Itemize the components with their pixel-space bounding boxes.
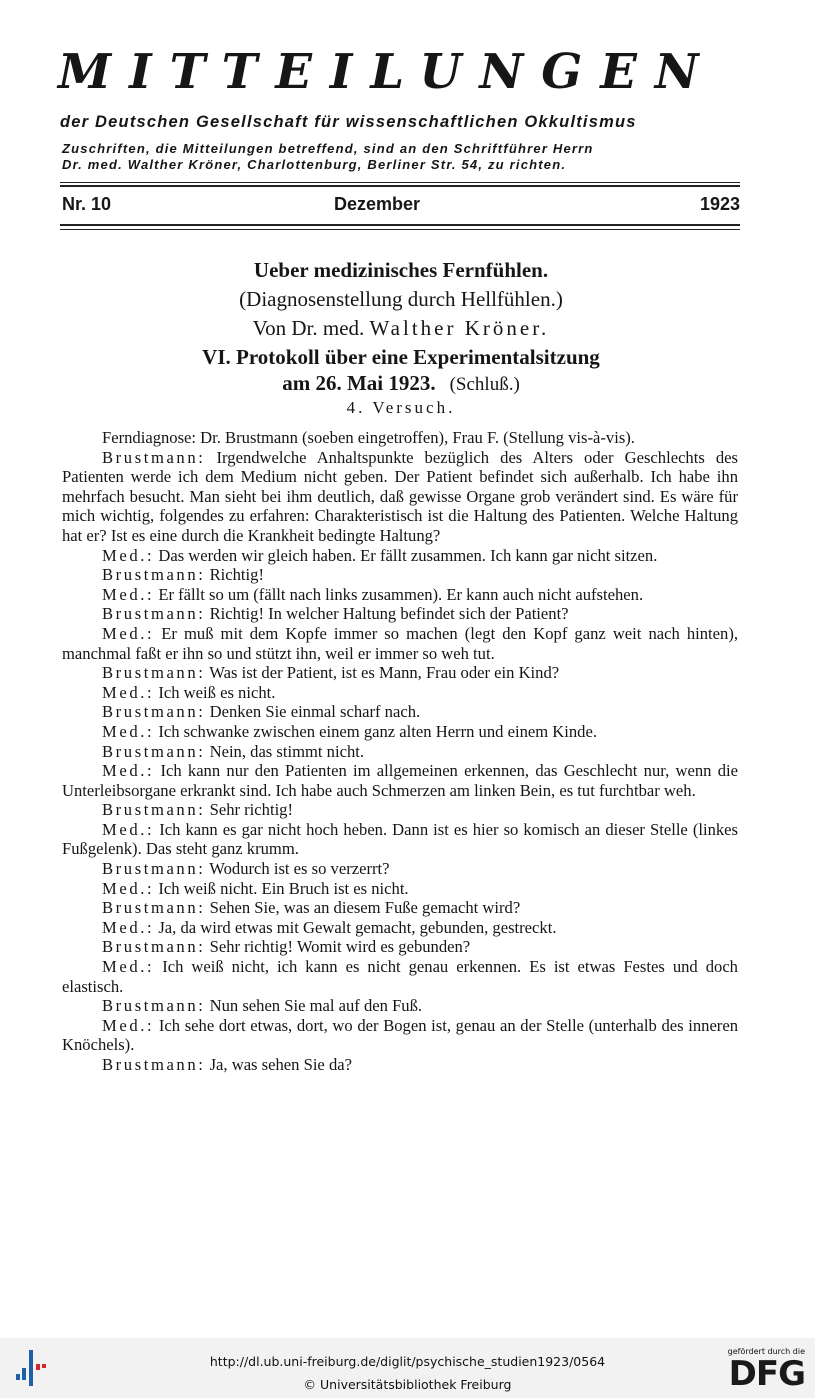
speaker-label: Brustmann:: [102, 565, 206, 585]
paragraph-text: Ich weiß nicht, ich kann es nicht genau erkennen. Es ist etwas Festes und doch elastisch.: [62, 957, 738, 996]
paragraph-text: Irgendwelche Anhaltspunkte bezüglich des Alters oder Geschlechts des Patienten werde ich dem Medium nicht geben. Der Patient befindet sich außerhalb. Ich habe ihn mehrfach besucht. Man sieht bei ihm deutlich, daß gewisse Organe grob verändert sind. Es wäre für mich wichtig, folgendes zu erfahren: Charakteristisch ist die Haltung des Patienten. Welche Haltung hat er? Ist es eine durch die Krankheit bedingte Haltung?: [62, 447, 739, 545]
issue-year: 1923: [699, 194, 740, 214]
author-name: Walther Kröner.: [369, 316, 550, 340]
paragraph-text: Ich sehe dort etwas, dort, wo der Bogen ist, genau an der Stelle (unterhalb des inneren Knöchels).: [62, 1015, 738, 1055]
article-title: Ueber medizinisches Fernfühlen.: [253, 258, 549, 282]
protocol-paragraph: [62, 742, 738, 762]
speaker-label: Med.:: [102, 1015, 155, 1035]
paragraph-text: Nun sehen Sie mal auf den Fuß.: [209, 996, 423, 1016]
paragraph-text: Sehen Sie, was an diesem Fuße gemacht wird?: [209, 898, 521, 918]
section-note: (Schluß.): [449, 374, 520, 395]
protocol-paragraph: [62, 996, 738, 1016]
header-rule-top-2: [60, 185, 740, 187]
article-author: [62, 316, 740, 341]
protocol-paragraph: [62, 604, 738, 624]
speaker-label: Brustmann:: [102, 859, 206, 879]
paragraph-text: Das werden wir gleich haben. Er fällt zusammen. Ich kann gar nicht sitzen.: [158, 545, 658, 565]
speaker-label: Med.:: [102, 957, 155, 977]
header-rule-bottom-2: [60, 229, 740, 230]
paragraph-text: Ferndiagnose: Dr. Brustmann (soeben eingetroffen), Frau F. (Stellung vis-à-vis).: [102, 428, 635, 447]
protocol-paragraph: [62, 683, 738, 703]
speaker-label: Brustmann:: [102, 447, 206, 467]
protocol-paragraph: [62, 937, 738, 957]
paragraph-text: Er fällt so um (fällt nach links zusammen). Er kann auch nicht aufstehen.: [158, 584, 644, 604]
speaker-label: Brustmann:: [102, 604, 206, 624]
masthead-title: MITTEILUNGEN: [58, 44, 717, 100]
protocol-paragraph: [62, 565, 738, 585]
paragraph-text: Denken Sie einmal scharf nach.: [209, 702, 421, 722]
protocol-body: [62, 428, 738, 1075]
protocol-paragraph: [62, 898, 738, 918]
protocol-paragraph: [62, 702, 738, 722]
paragraph-text: Richtig!: [209, 565, 264, 585]
footer-copyright: © Universitätsbibliothek Freiburg: [303, 1377, 512, 1392]
protocol-paragraph: [62, 761, 738, 800]
paragraph-text: Ich schwanke zwischen einem ganz alten Herrn und einem Kinde.: [158, 721, 597, 741]
speaker-label: Brustmann:: [102, 800, 206, 820]
speaker-label: Med.:: [102, 545, 155, 565]
protocol-paragraph: [62, 1016, 738, 1055]
issue-number: Nr. 10: [62, 194, 112, 214]
protocol-paragraph: [62, 800, 738, 820]
paragraph-text: Er muß mit dem Kopfe immer so machen (legt den Kopf ganz weit nach hinten), manchmal faßt er ihn so und stützt ihn, weil er immer so weh tut.: [62, 623, 738, 663]
paragraph-text: Ich weiß es nicht.: [158, 682, 276, 702]
protocol-paragraph: [62, 1055, 738, 1075]
speaker-label: Brustmann:: [102, 1055, 206, 1074]
speaker-label: Brustmann:: [102, 937, 206, 957]
paragraph-text: Nein, das stimmt nicht.: [209, 741, 364, 761]
speaker-label: Med.:: [102, 878, 155, 898]
paragraph-text: Was ist der Patient, ist es Mann, Frau oder ein Kind?: [209, 663, 560, 683]
author-prefix: Von Dr. med.: [252, 316, 365, 340]
protocol-paragraph: [62, 918, 738, 938]
issue-line: [62, 194, 740, 218]
speaker-label: Med.:: [102, 584, 155, 604]
article-subtitle: (Diagnosenstellung durch Hellfühlen.): [239, 287, 563, 311]
protocol-paragraph: [62, 722, 738, 742]
footer-url-link[interactable]: http://dl.ub.uni-freiburg.de/diglit/psychische_studien1923/0564: [209, 1354, 606, 1369]
paragraph-text: Richtig! In welcher Haltung befindet sich der Patient?: [209, 604, 569, 624]
dfg-logo: DFG: [728, 1354, 805, 1394]
address-line-1: Zuschriften, die Mitteilungen betreffend, sind an den Schriftführer Herrn: [62, 141, 594, 156]
paragraph-text: Ja, was sehen Sie da?: [209, 1055, 352, 1074]
protocol-paragraph: [62, 448, 738, 546]
section-title: VI. Protokoll über eine Experimentalsitzung: [202, 345, 600, 369]
protocol-paragraph: [62, 624, 738, 663]
masthead-subtitle: der Deutschen Gesellschaft für wissenschaftlichen Okkultismus: [60, 113, 637, 131]
paragraph-text: Sehr richtig! Womit wird es gebunden?: [209, 937, 471, 957]
speaker-label: Med.:: [102, 761, 155, 781]
speaker-label: Brustmann:: [102, 702, 206, 722]
paragraph-text: Ja, da wird etwas mit Gewalt gemacht, gebunden, gestreckt.: [158, 917, 557, 937]
speaker-label: Med.:: [102, 682, 155, 702]
paragraph-text: Sehr richtig!: [209, 800, 294, 820]
speaker-label: Med.:: [102, 819, 155, 839]
protocol-paragraph: [62, 859, 738, 879]
speaker-label: Brustmann:: [102, 741, 206, 761]
dfg-note: gefördert durch die: [727, 1347, 805, 1356]
speaker-label: Brustmann:: [102, 663, 206, 683]
protocol-paragraph: [62, 879, 738, 899]
speaker-label: Brustmann:: [102, 898, 206, 918]
protocol-paragraph: [62, 957, 738, 996]
section-date-line: [62, 371, 740, 396]
speaker-label: Med.:: [102, 623, 155, 643]
header-rule-bottom: [60, 224, 740, 226]
paragraph-text: Ich kann es gar nicht hoch heben. Dann ist es hier so komisch an dieser Stelle (linkes Fußgelenk). Das steht ganz krumm.: [62, 819, 738, 859]
protocol-paragraph: [62, 428, 738, 448]
protocol-paragraph: [62, 820, 738, 859]
paragraph-text: Wodurch ist es so verzerrt?: [209, 859, 390, 879]
trial-heading: 4. Versuch.: [346, 398, 456, 417]
address-line-2: Dr. med. Walther Kröner, Charlottenburg, Berliner Str. 54, zu richten.: [62, 157, 567, 172]
speaker-label: Med.:: [102, 721, 155, 741]
header-rule-top: [60, 182, 740, 183]
section-date: am 26. Mai 1923.: [282, 371, 436, 395]
paragraph-text: Ich weiß nicht. Ein Bruch ist es nicht.: [158, 878, 409, 898]
protocol-paragraph: [62, 585, 738, 605]
speaker-label: Brustmann:: [102, 996, 206, 1016]
viewer-footer: [0, 1338, 815, 1398]
protocol-paragraph: [62, 663, 738, 683]
issue-month: Dezember: [334, 194, 421, 214]
speaker-label: Med.:: [102, 917, 155, 937]
protocol-paragraph: [62, 546, 738, 566]
paragraph-text: Ich kann nur den Patienten im allgemeinen erkennen, das Geschlecht nur, wenn die Unterleibsorgane erkrankt sind. Ich habe auch Schmerzen am linken Bein, es tut furchtbar weh.: [62, 761, 738, 800]
